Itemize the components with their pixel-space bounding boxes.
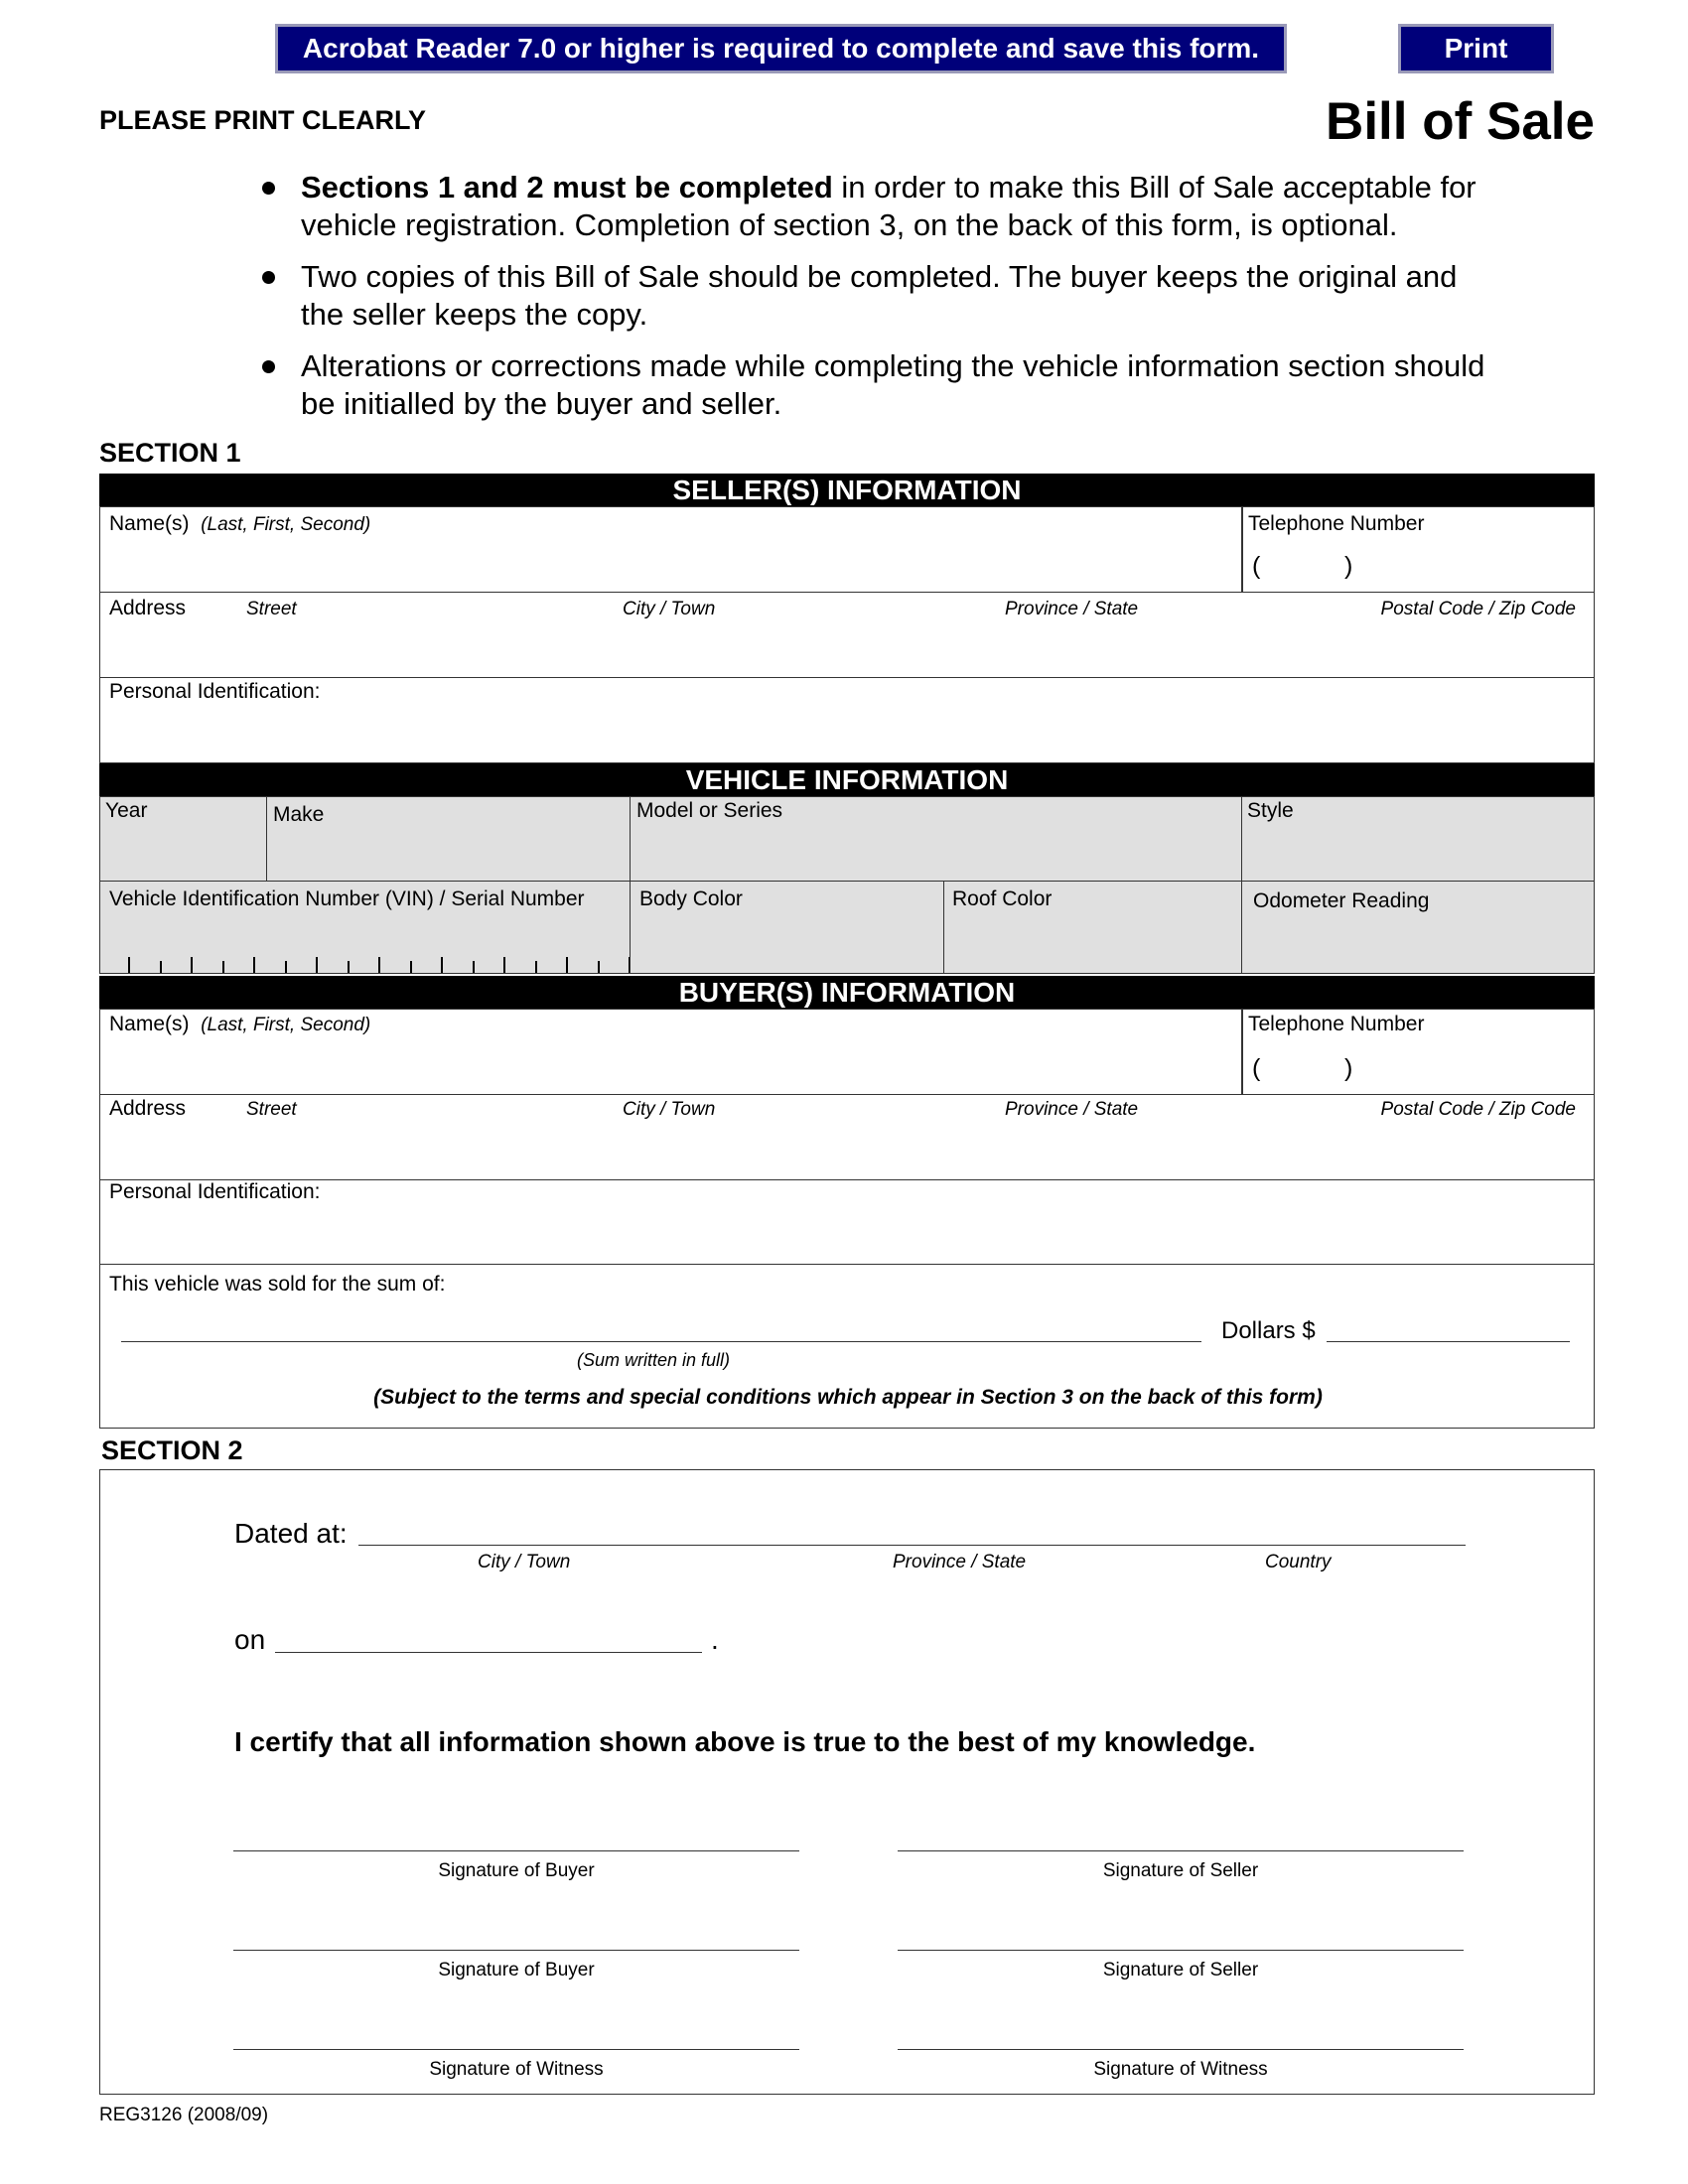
bullet-icon <box>262 182 275 195</box>
instruction-item <box>256 258 1497 334</box>
seller-signature-caption-2: Signature of Seller <box>1102 1960 1259 1980</box>
sale-amount-input[interactable] <box>1327 1310 1569 1348</box>
vehicle-year-input[interactable] <box>106 837 264 875</box>
buyer-phone-cell <box>1241 1009 1595 1095</box>
seller-phone-close-paren: ) <box>1344 552 1353 580</box>
sale-amount-line <box>1327 1341 1570 1342</box>
print-button[interactable]: Print <box>1398 24 1554 73</box>
witness-signature-line-1[interactable] <box>233 2049 799 2050</box>
seller-postal-hint: Postal Code / Zip Code <box>1380 599 1576 619</box>
dated-at-line <box>358 1545 1466 1546</box>
instruction-text: in order to make this Bill of Sale acceptable for vehicle registration. Completion of section 3, on the back of this form, is optional. <box>301 170 1477 242</box>
terms-note: (Subject to the terms and special conditions which appear in Section 3 on the back of this form) <box>373 1386 1323 1409</box>
buyer-address-input[interactable] <box>110 1135 1584 1172</box>
form-code: REG3126 (2008/09) <box>99 2105 269 2125</box>
vin-divider-tick <box>535 961 537 973</box>
vehicle-body-color-cell <box>630 881 945 974</box>
buyer-city-hint: City / Town <box>623 1099 716 1120</box>
vehicle-odometer-input[interactable] <box>1252 925 1589 963</box>
vehicle-roof-color-label: Roof Color <box>952 887 1053 910</box>
buyer-area-code-input[interactable] <box>1267 1053 1340 1087</box>
vehicle-body-color-input[interactable] <box>638 925 935 963</box>
seller-signature-caption-1: Signature of Seller <box>1102 1860 1259 1881</box>
buyer-names-label: Name(s) <box>109 1013 190 1035</box>
seller-phone-label: Telephone Number <box>1248 512 1425 535</box>
vehicle-style-cell <box>1241 796 1595 883</box>
vin-divider-tick <box>503 957 505 973</box>
vin-divider-tick <box>316 957 318 973</box>
seller-signature-line-2[interactable] <box>898 1950 1464 1951</box>
vehicle-style-label: Style <box>1247 799 1294 822</box>
dated-city-hint: City / Town <box>478 1552 571 1572</box>
bullet-icon <box>262 360 275 373</box>
vin-divider-tick <box>378 957 380 973</box>
vehicle-style-input[interactable] <box>1248 837 1590 875</box>
on-date-period: . <box>711 1624 719 1655</box>
section-2-label: SECTION 2 <box>101 1435 243 1465</box>
vin-divider-tick <box>348 961 350 973</box>
on-date-input[interactable] <box>275 1621 701 1659</box>
seller-id-cell <box>99 677 1595 763</box>
vehicle-roof-color-cell <box>943 881 1243 974</box>
seller-city-hint: City / Town <box>623 599 716 619</box>
buyer-street-hint: Street <box>246 1099 297 1120</box>
vehicle-model-label: Model or Series <box>636 799 783 822</box>
vin-divider-tick <box>410 961 412 973</box>
buyer-address-label: Address <box>109 1097 187 1120</box>
seller-names-input[interactable] <box>110 549 1226 587</box>
acrobat-requirement-banner: Acrobat Reader 7.0 or higher is required to complete and save this form. <box>275 24 1287 73</box>
instruction-text: Two copies of this Bill of Sale should be completed. The buyer keeps the original and the seller keeps the copy. <box>301 259 1458 332</box>
buyer-address-cell <box>99 1094 1595 1180</box>
seller-area-code-input[interactable] <box>1267 551 1340 585</box>
vehicle-vin-input[interactable] <box>108 925 619 957</box>
instructions-list <box>256 169 1497 437</box>
vehicle-odometer-label: Odometer Reading <box>1253 889 1430 912</box>
seller-signature-line-1[interactable] <box>898 1850 1464 1851</box>
vehicle-model-input[interactable] <box>636 837 1236 875</box>
buyer-postal-hint: Postal Code / Zip Code <box>1380 1099 1576 1120</box>
seller-names-cell <box>99 506 1243 593</box>
dated-province-hint: Province / State <box>893 1552 1027 1572</box>
vin-divider-tick <box>285 961 287 973</box>
seller-street-hint: Street <box>246 599 297 619</box>
vin-divider-tick <box>128 957 130 973</box>
buyer-id-input[interactable] <box>110 1216 1584 1254</box>
sum-written-hint: (Sum written in full) <box>577 1350 731 1370</box>
buyer-signature-line-1[interactable] <box>233 1850 799 1851</box>
vin-divider-tick <box>473 961 475 973</box>
certification-statement: I certify that all information shown above is true to the best of my knowledge. <box>234 1726 1256 1757</box>
dated-at-label: Dated at: <box>234 1518 348 1549</box>
vehicle-info-heading: VEHICLE INFORMATION <box>99 763 1595 796</box>
instruction-bold-text: Sections 1 and 2 must be completed <box>301 170 833 205</box>
buyer-signature-caption-2: Signature of Buyer <box>438 1960 595 1980</box>
dollars-label: Dollars $ <box>1221 1317 1316 1344</box>
sale-sum-written-input[interactable] <box>121 1310 1202 1348</box>
witness-signature-caption-2: Signature of Witness <box>1093 2059 1268 2080</box>
seller-address-input[interactable] <box>110 632 1584 670</box>
buyer-signature-line-2[interactable] <box>233 1950 799 1951</box>
seller-id-label: Personal Identification: <box>109 680 321 703</box>
vehicle-year-cell <box>99 796 268 883</box>
vehicle-make-cell <box>266 796 632 883</box>
buyer-phone-input[interactable] <box>1366 1053 1589 1087</box>
bullet-icon <box>262 271 275 284</box>
vehicle-year-label: Year <box>105 799 148 822</box>
vehicle-vin-cell <box>99 881 632 974</box>
instruction-item <box>256 347 1497 423</box>
seller-province-hint: Province / State <box>1005 599 1139 619</box>
on-date-line <box>275 1652 702 1653</box>
seller-phone-input[interactable] <box>1366 551 1589 585</box>
vin-divider-tick <box>191 957 193 973</box>
section-1-label: SECTION 1 <box>99 438 241 468</box>
dated-country-hint: Country <box>1265 1552 1332 1572</box>
buyer-phone-close-paren: ) <box>1344 1054 1353 1082</box>
seller-id-input[interactable] <box>110 716 1584 753</box>
vin-divider-tick <box>441 957 443 973</box>
vin-divider-tick <box>566 957 568 973</box>
vehicle-model-cell <box>630 796 1243 883</box>
vehicle-make-label: Make <box>273 803 325 826</box>
buyer-names-hint: (Last, First, Second) <box>201 1015 371 1035</box>
buyer-province-hint: Province / State <box>1005 1099 1139 1120</box>
seller-address-cell <box>99 592 1595 678</box>
vehicle-odometer-cell <box>1241 881 1595 974</box>
dated-at-input[interactable] <box>358 1518 1465 1556</box>
on-date-label: on <box>234 1624 266 1655</box>
seller-names-label: Name(s) <box>109 512 190 535</box>
buyer-names-input[interactable] <box>110 1051 1226 1089</box>
buyer-info-heading: BUYER(S) INFORMATION <box>99 976 1595 1009</box>
buyer-signature-caption-1: Signature of Buyer <box>438 1860 595 1881</box>
buyer-phone-label: Telephone Number <box>1248 1013 1425 1035</box>
seller-names-hint: (Last, First, Second) <box>201 514 371 535</box>
buyer-id-cell <box>99 1179 1595 1265</box>
vin-divider-tick <box>222 961 224 973</box>
seller-phone-cell <box>1241 506 1595 593</box>
section-2-box <box>99 1469 1595 2095</box>
sale-sum-written-line <box>121 1341 1201 1342</box>
sale-sum-cell <box>99 1264 1595 1429</box>
seller-info-heading: SELLER(S) INFORMATION <box>99 474 1595 506</box>
vehicle-roof-color-input[interactable] <box>952 925 1239 963</box>
instruction-text: Alterations or corrections made while completing the vehicle information section should be initialled by the buyer and seller. <box>301 348 1485 421</box>
vin-divider-tick <box>598 961 600 973</box>
vehicle-vin-label: Vehicle Identification Number (VIN) / Serial Number <box>109 887 585 910</box>
vin-divider-tick <box>253 957 255 973</box>
print-clearly-instruction: PLEASE PRINT CLEARLY <box>99 105 427 135</box>
vehicle-body-color-label: Body Color <box>639 887 743 910</box>
seller-address-label: Address <box>109 597 187 619</box>
seller-phone-open-paren: ( <box>1252 552 1261 580</box>
sale-sum-label: This vehicle was sold for the sum of: <box>109 1273 446 1296</box>
vin-divider-tick <box>160 961 162 973</box>
instruction-item <box>256 169 1497 244</box>
vehicle-make-input[interactable] <box>273 837 625 875</box>
buyer-id-label: Personal Identification: <box>109 1180 321 1203</box>
page-title: Bill of Sale <box>1326 92 1595 151</box>
buyer-phone-open-paren: ( <box>1252 1054 1261 1082</box>
witness-signature-line-2[interactable] <box>898 2049 1464 2050</box>
witness-signature-caption-1: Signature of Witness <box>429 2059 604 2080</box>
buyer-names-cell <box>99 1009 1243 1095</box>
